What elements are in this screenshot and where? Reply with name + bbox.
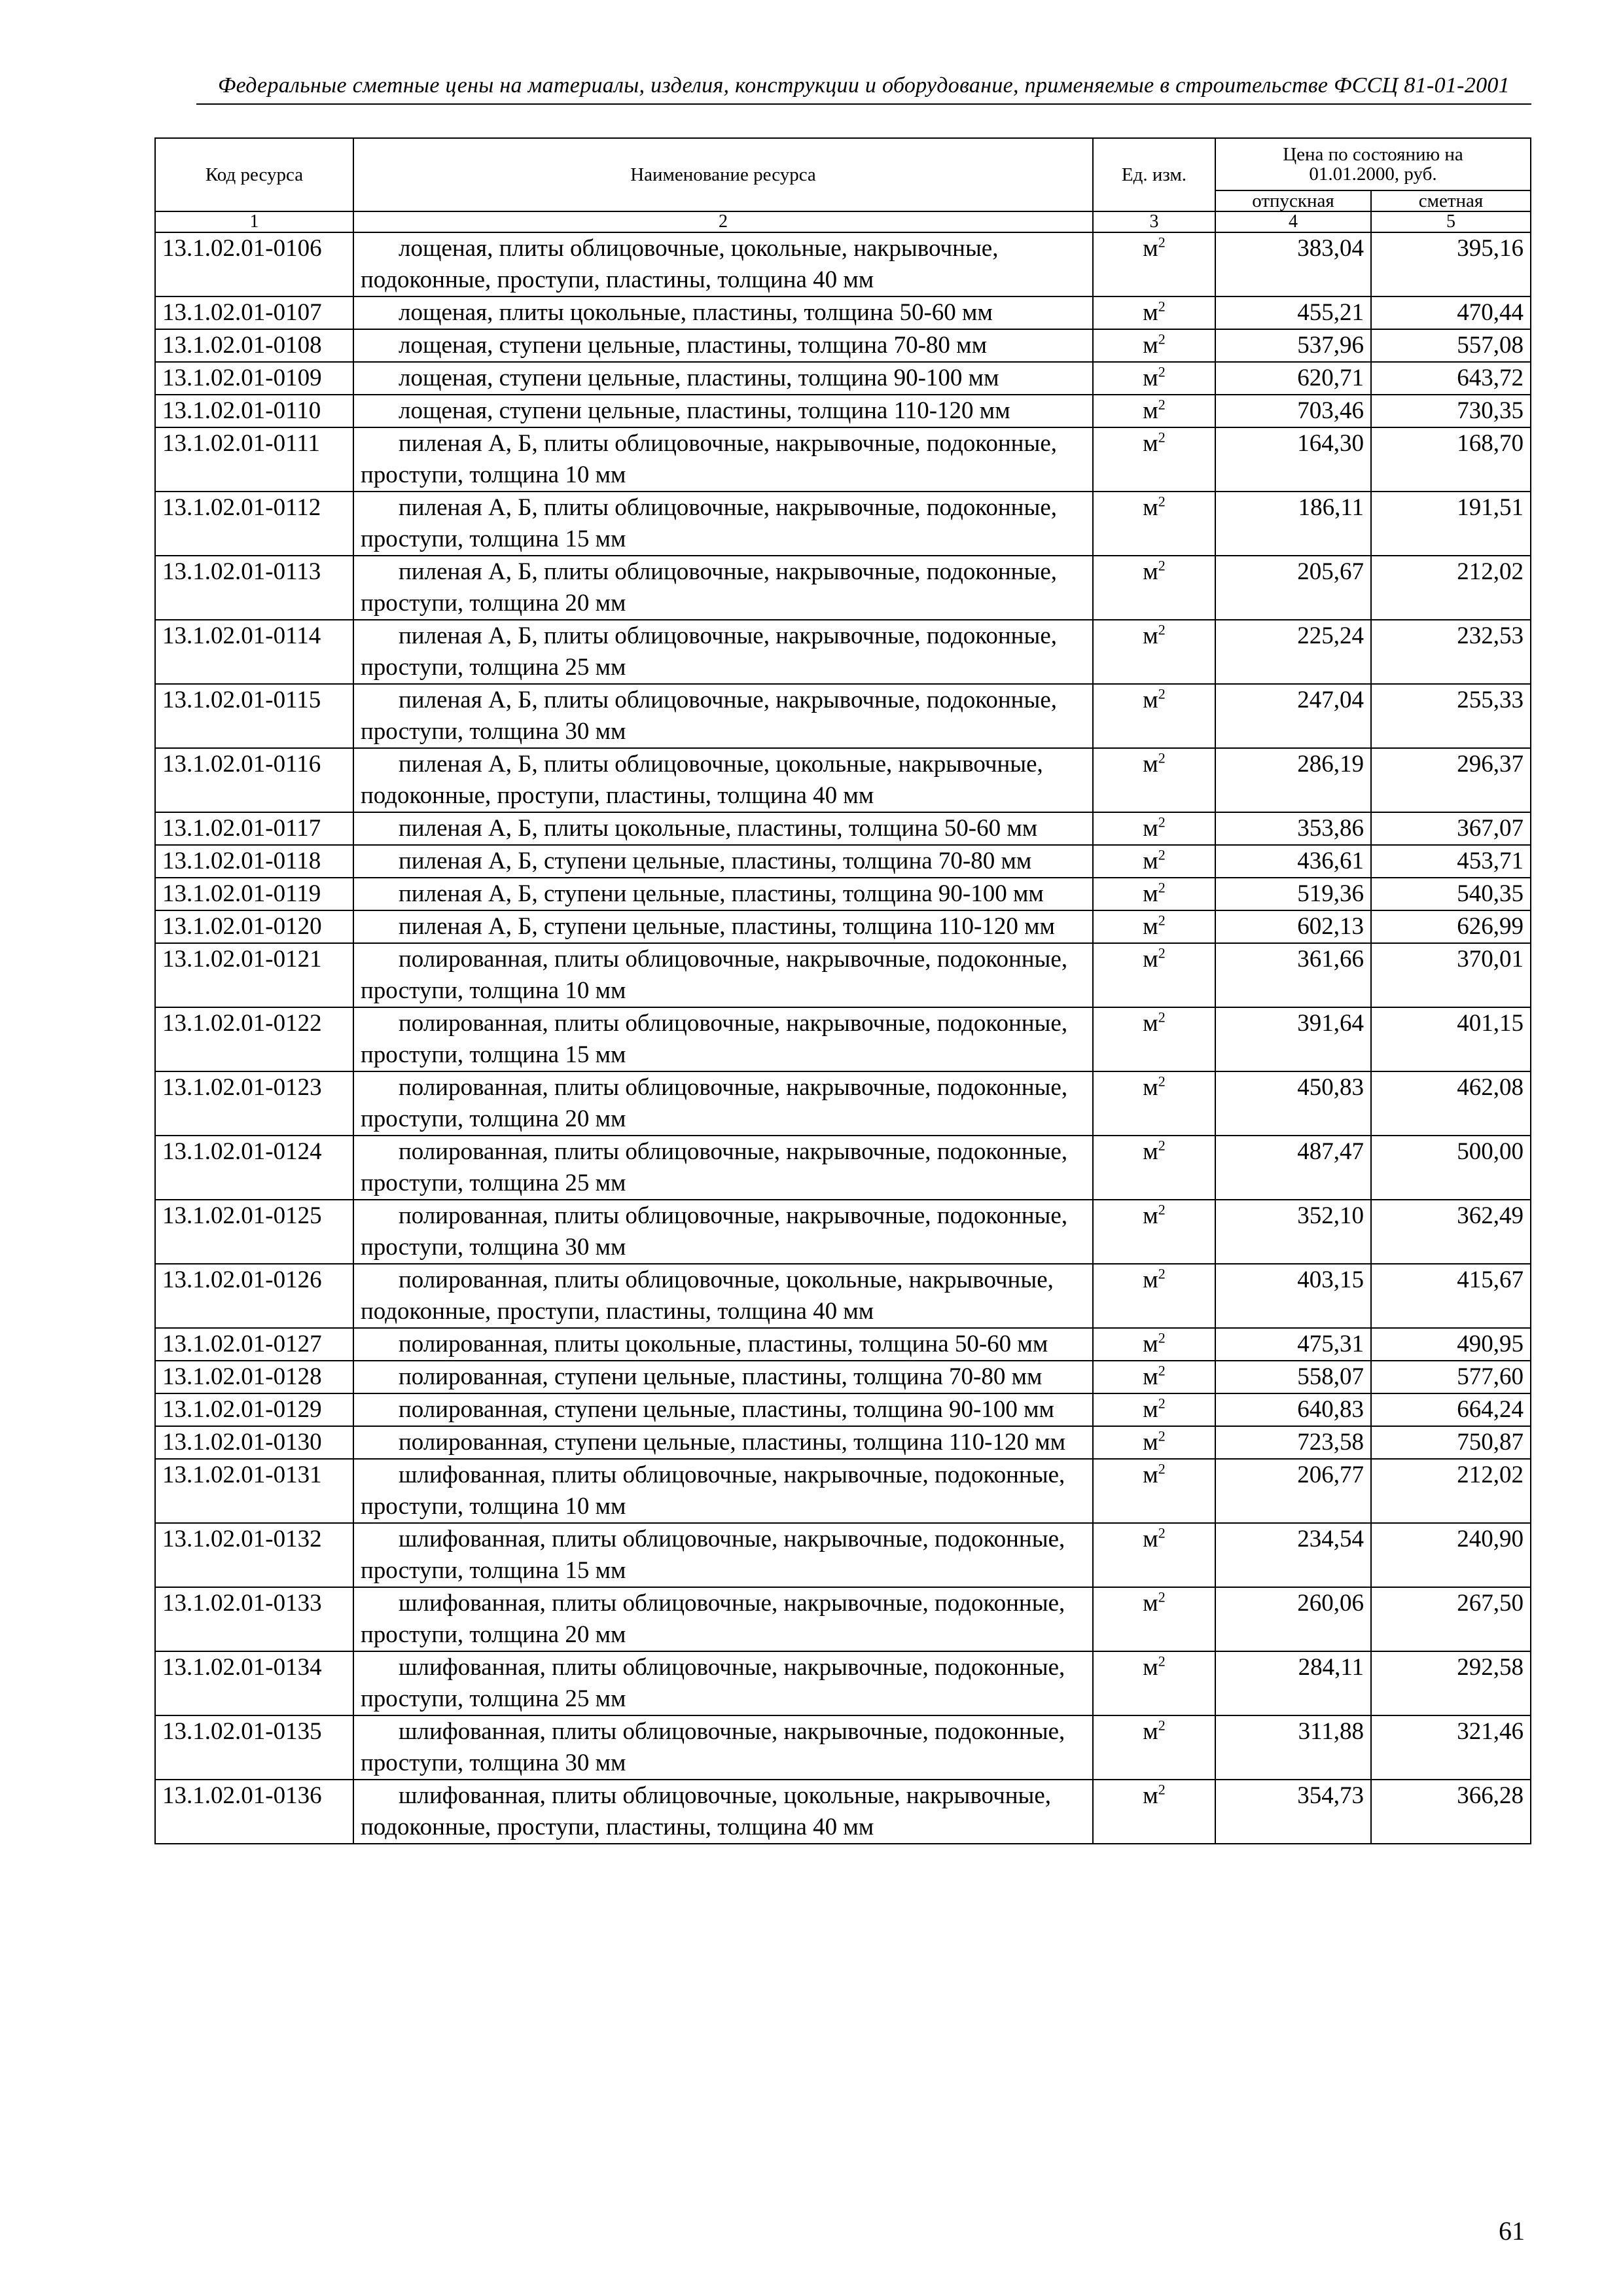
unit-base: м (1143, 1396, 1158, 1423)
header-unit: Ед. изм. (1093, 138, 1215, 211)
unit-cell (1093, 943, 1215, 1007)
unit-cell (1093, 1200, 1215, 1264)
release-price: 558,07 (1215, 1361, 1371, 1393)
table-row (155, 878, 1531, 910)
resource-name: пиленая А, Б, плиты облицовочные, накрывочные, подоконные, проступи, толщина 20 мм (353, 556, 1093, 620)
resource-name: шлифованная, плиты облицовочные, цокольные, накрывочные, подоконные, проступи, пластины, толщина 40 мм (353, 1780, 1093, 1844)
unit-exponent: 2 (1158, 1717, 1166, 1734)
resource-code: 13.1.02.01-0129 (155, 1393, 353, 1426)
release-price: 455,21 (1215, 296, 1371, 329)
resource-code: 13.1.02.01-0116 (155, 748, 353, 812)
table-row (155, 395, 1531, 427)
release-price: 723,58 (1215, 1426, 1371, 1459)
unit-cell (1093, 1136, 1215, 1200)
estimate-price: 321,46 (1371, 1715, 1531, 1780)
resource-code: 13.1.02.01-0127 (155, 1328, 353, 1361)
unit-exponent: 2 (1158, 1524, 1166, 1541)
column-number: 4 (1215, 211, 1371, 232)
resource-name: пиленая А, Б, ступени цельные, пластины, толщина 70-80 мм (353, 845, 1093, 878)
estimate-price: 255,33 (1371, 684, 1531, 748)
release-price: 620,71 (1215, 362, 1371, 395)
column-number: 2 (353, 211, 1093, 232)
resource-name: шлифованная, плиты облицовочные, накрывочные, подоконные, проступи, толщина 25 мм (353, 1651, 1093, 1715)
resource-code: 13.1.02.01-0113 (155, 556, 353, 620)
unit-exponent: 2 (1158, 396, 1166, 413)
estimate-price: 730,35 (1371, 395, 1531, 427)
table-row (155, 1264, 1531, 1328)
table-row (155, 910, 1531, 943)
resource-name: шлифованная, плиты облицовочные, накрывочные, подоконные, проступи, толщина 10 мм (353, 1459, 1093, 1523)
unit-cell (1093, 910, 1215, 943)
unit-base: м (1143, 1462, 1158, 1488)
table-row (155, 362, 1531, 395)
resource-code: 13.1.02.01-0128 (155, 1361, 353, 1393)
unit-base: м (1143, 1590, 1158, 1617)
table-row (155, 329, 1531, 362)
running-header: Федеральные сметные цены на материалы, изделия, конструкции и оборудование, применяемые в строительстве ФССЦ 81-01-2001 (218, 73, 1510, 98)
unit-base: м (1143, 1363, 1158, 1390)
table-row (155, 296, 1531, 329)
unit-cell (1093, 1587, 1215, 1651)
unit-cell (1093, 492, 1215, 556)
table-row (155, 748, 1531, 812)
unit-base: м (1143, 397, 1158, 424)
unit-base: м (1143, 494, 1158, 521)
unit-exponent: 2 (1158, 1073, 1166, 1090)
unit-cell (1093, 395, 1215, 427)
resource-name: пиленая А, Б, плиты цокольные, пластины, толщина 50-60 мм (353, 812, 1093, 845)
unit-base: м (1143, 880, 1158, 907)
unit-base: м (1143, 1010, 1158, 1037)
release-price: 186,11 (1215, 492, 1371, 556)
unit-exponent: 2 (1158, 429, 1166, 446)
resource-code: 13.1.02.01-0126 (155, 1264, 353, 1328)
release-price: 703,46 (1215, 395, 1371, 427)
estimate-price: 540,35 (1371, 878, 1531, 910)
unit-cell (1093, 878, 1215, 910)
unit-cell (1093, 1264, 1215, 1328)
estimate-price: 168,70 (1371, 427, 1531, 492)
estimate-price: 296,37 (1371, 748, 1531, 812)
unit-base: м (1143, 1074, 1158, 1101)
unit-base: м (1143, 946, 1158, 973)
unit-cell (1093, 232, 1215, 296)
unit-exponent: 2 (1158, 1460, 1166, 1477)
resource-code: 13.1.02.01-0109 (155, 362, 353, 395)
unit-base: м (1143, 299, 1158, 326)
resource-code: 13.1.02.01-0131 (155, 1459, 353, 1523)
release-price: 475,31 (1215, 1328, 1371, 1361)
estimate-price: 212,02 (1371, 1459, 1531, 1523)
unit-cell (1093, 1715, 1215, 1780)
unit-exponent: 2 (1158, 1362, 1166, 1379)
unit-cell (1093, 845, 1215, 878)
resource-code: 13.1.02.01-0119 (155, 878, 353, 910)
unit-exponent: 2 (1158, 363, 1166, 380)
release-price: 164,30 (1215, 427, 1371, 492)
header-estimate-price: сметная (1371, 190, 1531, 211)
resource-name: полированная, ступени цельные, пластины, толщина 110-120 мм (353, 1426, 1093, 1459)
resource-name: лощеная, ступени цельные, пластины, толщина 70-80 мм (353, 329, 1093, 362)
resource-name: полированная, плиты облицовочные, накрывочные, подоконные, проступи, толщина 15 мм (353, 1007, 1093, 1071)
unit-cell (1093, 748, 1215, 812)
resource-name: пиленая А, Б, плиты облицовочные, накрывочные, подоконные, проступи, толщина 15 мм (353, 492, 1093, 556)
unit-cell (1093, 1007, 1215, 1071)
unit-cell (1093, 1071, 1215, 1136)
release-price: 284,11 (1215, 1651, 1371, 1715)
table-row (155, 1393, 1531, 1426)
release-price: 311,88 (1215, 1715, 1371, 1780)
estimate-price: 292,58 (1371, 1651, 1531, 1715)
release-price: 602,13 (1215, 910, 1371, 943)
release-price: 260,06 (1215, 1587, 1371, 1651)
resource-name: шлифованная, плиты облицовочные, накрывочные, подоконные, проступи, толщина 20 мм (353, 1587, 1093, 1651)
resource-code: 13.1.02.01-0107 (155, 296, 353, 329)
estimate-price: 362,49 (1371, 1200, 1531, 1264)
unit-base: м (1143, 1202, 1158, 1229)
unit-exponent: 2 (1158, 1265, 1166, 1282)
resource-name: полированная, плиты облицовочные, накрывочные, подоконные, проступи, толщина 20 мм (353, 1071, 1093, 1136)
column-number: 1 (155, 211, 353, 232)
release-price: 205,67 (1215, 556, 1371, 620)
unit-base: м (1143, 430, 1158, 457)
table-row (155, 1361, 1531, 1393)
unit-base: м (1143, 848, 1158, 874)
unit-base: м (1143, 332, 1158, 359)
table-row (155, 1587, 1531, 1651)
resource-code: 13.1.02.01-0120 (155, 910, 353, 943)
release-price: 450,83 (1215, 1071, 1371, 1136)
resource-code: 13.1.02.01-0135 (155, 1715, 353, 1780)
resource-code: 13.1.02.01-0130 (155, 1426, 353, 1459)
table-row (155, 1715, 1531, 1780)
unit-base: м (1143, 815, 1158, 842)
unit-cell (1093, 1780, 1215, 1844)
unit-exponent: 2 (1158, 1137, 1166, 1154)
resource-name: полированная, плиты облицовочные, накрывочные, подоконные, проступи, толщина 30 мм (353, 1200, 1093, 1264)
resource-name: пиленая А, Б, плиты облицовочные, цокольные, накрывочные, подоконные, проступи, пластины, толщина 40 мм (353, 748, 1093, 812)
unit-exponent: 2 (1158, 234, 1166, 251)
unit-exponent: 2 (1158, 493, 1166, 510)
table-row (155, 1523, 1531, 1587)
table-row (155, 1007, 1531, 1071)
unit-exponent: 2 (1158, 1653, 1166, 1670)
resource-code: 13.1.02.01-0125 (155, 1200, 353, 1264)
estimate-price: 750,87 (1371, 1426, 1531, 1459)
resource-name: лощеная, ступени цельные, пластины, толщина 90-100 мм (353, 362, 1093, 395)
unit-cell (1093, 362, 1215, 395)
resource-code: 13.1.02.01-0122 (155, 1007, 353, 1071)
header-rule (196, 103, 1531, 105)
unit-exponent: 2 (1158, 1395, 1166, 1412)
unit-cell (1093, 1393, 1215, 1426)
unit-base: м (1143, 751, 1158, 778)
resource-name: пиленая А, Б, ступени цельные, пластины, толщина 110-120 мм (353, 910, 1093, 943)
estimate-price: 370,01 (1371, 943, 1531, 1007)
release-price: 353,86 (1215, 812, 1371, 845)
table-row (155, 1136, 1531, 1200)
unit-base: м (1143, 1718, 1158, 1745)
table-row (155, 232, 1531, 296)
resource-name: шлифованная, плиты облицовочные, накрывочные, подоконные, проступи, толщина 15 мм (353, 1523, 1093, 1587)
release-price: 247,04 (1215, 684, 1371, 748)
unit-base: м (1143, 1429, 1158, 1456)
resource-code: 13.1.02.01-0112 (155, 492, 353, 556)
unit-cell (1093, 1426, 1215, 1459)
resource-name: шлифованная, плиты облицовочные, накрывочные, подоконные, проступи, толщина 30 мм (353, 1715, 1093, 1780)
release-price: 403,15 (1215, 1264, 1371, 1328)
resource-code: 13.1.02.01-0111 (155, 427, 353, 492)
estimate-price: 212,02 (1371, 556, 1531, 620)
release-price: 640,83 (1215, 1393, 1371, 1426)
estimate-price: 366,28 (1371, 1780, 1531, 1844)
estimate-price: 643,72 (1371, 362, 1531, 395)
unit-exponent: 2 (1158, 298, 1166, 315)
estimate-price: 453,71 (1371, 845, 1531, 878)
unit-cell (1093, 1523, 1215, 1587)
table-row (155, 812, 1531, 845)
resource-name: полированная, плиты облицовочные, накрывочные, подоконные, проступи, толщина 25 мм (353, 1136, 1093, 1200)
resource-name: пиленая А, Б, плиты облицовочные, накрывочные, подоконные, проступи, толщина 25 мм (353, 620, 1093, 684)
table-row (155, 492, 1531, 556)
resource-code: 13.1.02.01-0114 (155, 620, 353, 684)
unit-base: м (1143, 1654, 1158, 1681)
unit-cell (1093, 1459, 1215, 1523)
unit-base: м (1143, 235, 1158, 262)
estimate-price: 557,08 (1371, 329, 1531, 362)
estimate-price: 626,99 (1371, 910, 1531, 943)
estimate-price: 267,50 (1371, 1587, 1531, 1651)
table-row (155, 1651, 1531, 1715)
resource-name: полированная, ступени цельные, пластины, толщина 90-100 мм (353, 1393, 1093, 1426)
table-row (155, 1426, 1531, 1459)
unit-cell (1093, 684, 1215, 748)
estimate-price: 500,00 (1371, 1136, 1531, 1200)
unit-exponent: 2 (1158, 557, 1166, 574)
resource-code: 13.1.02.01-0115 (155, 684, 353, 748)
estimate-price: 664,24 (1371, 1393, 1531, 1426)
unit-exponent: 2 (1158, 1201, 1166, 1218)
estimate-price: 470,44 (1371, 296, 1531, 329)
unit-cell (1093, 329, 1215, 362)
estimate-price: 490,95 (1371, 1328, 1531, 1361)
unit-exponent: 2 (1158, 912, 1166, 929)
unit-base: м (1143, 622, 1158, 649)
resource-code: 13.1.02.01-0117 (155, 812, 353, 845)
resource-name: лощеная, ступени цельные, пластины, толщина 110-120 мм (353, 395, 1093, 427)
unit-cell (1093, 1361, 1215, 1393)
resource-code: 13.1.02.01-0124 (155, 1136, 353, 1200)
resource-name: полированная, плиты облицовочные, накрывочные, подоконные, проступи, толщина 10 мм (353, 943, 1093, 1007)
resource-code: 13.1.02.01-0136 (155, 1780, 353, 1844)
table-row (155, 427, 1531, 492)
table-row (155, 620, 1531, 684)
resource-code: 13.1.02.01-0110 (155, 395, 353, 427)
unit-cell (1093, 427, 1215, 492)
release-price: 361,66 (1215, 943, 1371, 1007)
table-row (155, 943, 1531, 1007)
release-price: 519,36 (1215, 878, 1371, 910)
unit-exponent: 2 (1158, 749, 1166, 766)
estimate-price: 367,07 (1371, 812, 1531, 845)
header-price-group: Цена по состоянию на 01.01.2000, руб. (1215, 138, 1531, 190)
release-price: 383,04 (1215, 232, 1371, 296)
unit-exponent: 2 (1158, 1588, 1166, 1605)
estimate-price: 191,51 (1371, 492, 1531, 556)
unit-exponent: 2 (1158, 1009, 1166, 1026)
unit-cell (1093, 556, 1215, 620)
resource-code: 13.1.02.01-0133 (155, 1587, 353, 1651)
unit-exponent: 2 (1158, 814, 1166, 831)
resource-code: 13.1.02.01-0123 (155, 1071, 353, 1136)
unit-base: м (1143, 913, 1158, 940)
resource-code: 13.1.02.01-0108 (155, 329, 353, 362)
unit-cell (1093, 620, 1215, 684)
page-number: 61 (1499, 2216, 1525, 2246)
unit-exponent: 2 (1158, 1781, 1166, 1798)
table-row (155, 684, 1531, 748)
price-table (154, 137, 1531, 1844)
resource-name: пиленая А, Б, плиты облицовочные, накрывочные, подоконные, проступи, толщина 30 мм (353, 684, 1093, 748)
unit-base: м (1143, 558, 1158, 585)
unit-exponent: 2 (1158, 846, 1166, 863)
resource-code: 13.1.02.01-0106 (155, 232, 353, 296)
unit-base: м (1143, 1526, 1158, 1552)
unit-exponent: 2 (1158, 685, 1166, 702)
column-number: 3 (1093, 211, 1215, 232)
estimate-price: 577,60 (1371, 1361, 1531, 1393)
unit-cell (1093, 1651, 1215, 1715)
resource-name: лощеная, плиты облицовочные, цокольные, накрывочные, подоконные, проступи, пластины, толщина 40 мм (353, 232, 1093, 296)
release-price: 225,24 (1215, 620, 1371, 684)
unit-base: м (1143, 1782, 1158, 1809)
table-row (155, 1071, 1531, 1136)
unit-cell (1093, 1328, 1215, 1361)
estimate-price: 401,15 (1371, 1007, 1531, 1071)
estimate-price: 395,16 (1371, 232, 1531, 296)
table-row (155, 1200, 1531, 1264)
resource-name: полированная, плиты цокольные, пластины, толщина 50-60 мм (353, 1328, 1093, 1361)
unit-exponent: 2 (1158, 1427, 1166, 1444)
unit-exponent: 2 (1158, 331, 1166, 348)
table-row (155, 1780, 1531, 1844)
table-row (155, 556, 1531, 620)
release-price: 206,77 (1215, 1459, 1371, 1523)
release-price: 391,64 (1215, 1007, 1371, 1071)
resource-code: 13.1.02.01-0118 (155, 845, 353, 878)
estimate-price: 415,67 (1371, 1264, 1531, 1328)
resource-name: полированная, плиты облицовочные, цокольные, накрывочные, подоконные, проступи, пластины, толщина 40 мм (353, 1264, 1093, 1328)
estimate-price: 232,53 (1371, 620, 1531, 684)
resource-code: 13.1.02.01-0134 (155, 1651, 353, 1715)
resource-code: 13.1.02.01-0121 (155, 943, 353, 1007)
table-body (155, 232, 1531, 1844)
table-row (155, 845, 1531, 878)
release-price: 234,54 (1215, 1523, 1371, 1587)
column-number: 5 (1371, 211, 1531, 232)
table-row (155, 1328, 1531, 1361)
estimate-price: 462,08 (1371, 1071, 1531, 1136)
release-price: 354,73 (1215, 1780, 1371, 1844)
unit-exponent: 2 (1158, 879, 1166, 896)
release-price: 352,10 (1215, 1200, 1371, 1264)
resource-name: полированная, ступени цельные, пластины, толщина 70-80 мм (353, 1361, 1093, 1393)
resource-name: пиленая А, Б, ступени цельные, пластины, толщина 90-100 мм (353, 878, 1093, 910)
resource-name: пиленая А, Б, плиты облицовочные, накрывочные, подоконные, проступи, толщина 10 мм (353, 427, 1093, 492)
unit-base: м (1143, 1331, 1158, 1357)
unit-base: м (1143, 1138, 1158, 1165)
unit-base: м (1143, 687, 1158, 713)
unit-cell (1093, 296, 1215, 329)
release-price: 537,96 (1215, 329, 1371, 362)
resource-name: лощеная, плиты цокольные, пластины, толщина 50-60 мм (353, 296, 1093, 329)
unit-base: м (1143, 365, 1158, 391)
estimate-price: 240,90 (1371, 1523, 1531, 1587)
unit-exponent: 2 (1158, 1329, 1166, 1346)
header-name: Наименование ресурса (353, 138, 1093, 211)
unit-base: м (1143, 1266, 1158, 1293)
release-price: 487,47 (1215, 1136, 1371, 1200)
unit-cell (1093, 812, 1215, 845)
unit-exponent: 2 (1158, 621, 1166, 638)
release-price: 436,61 (1215, 845, 1371, 878)
header-release-price: отпускная (1215, 190, 1371, 211)
table-row (155, 1459, 1531, 1523)
unit-exponent: 2 (1158, 944, 1166, 961)
resource-code: 13.1.02.01-0132 (155, 1523, 353, 1587)
release-price: 286,19 (1215, 748, 1371, 812)
header-code: Код ресурса (155, 138, 353, 211)
